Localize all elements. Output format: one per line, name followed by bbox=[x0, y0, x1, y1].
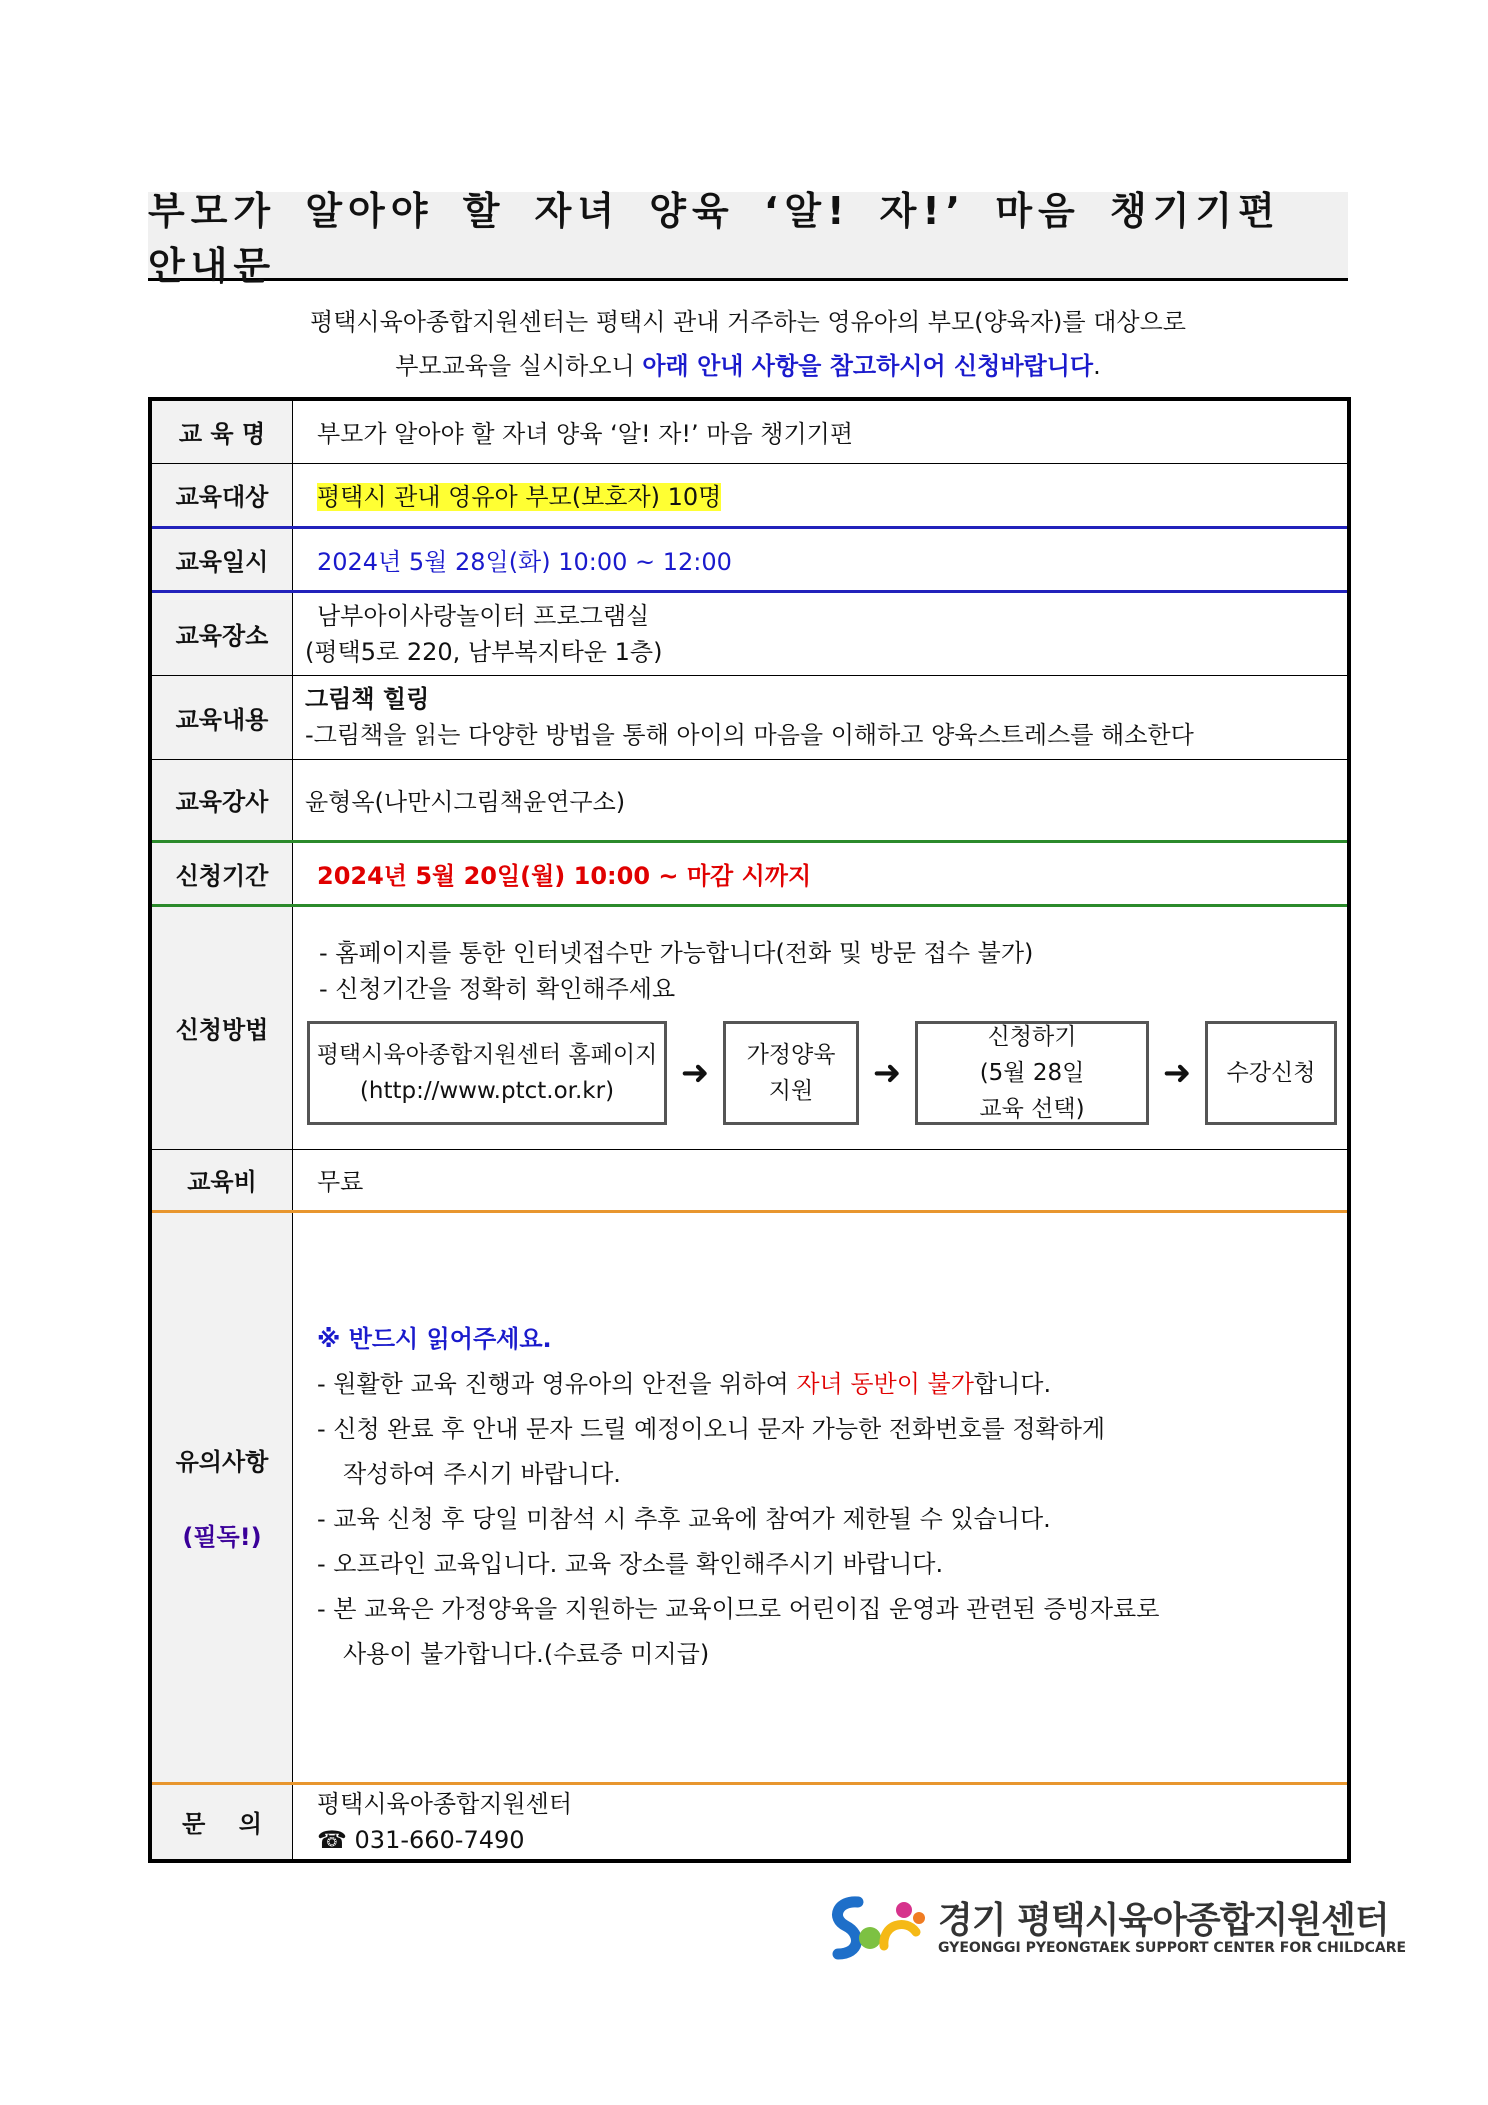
intro-line-1: 평택시육아종합지원센터는 평택시 관내 거주하는 영유아의 부모(양육자)를 대상으로 bbox=[310, 308, 1186, 336]
value-fee: 무료 bbox=[293, 1149, 1350, 1211]
intro-emphasis: 아래 안내 사항을 참고하시어 신청바랍니다 bbox=[642, 352, 1094, 380]
center-logo bbox=[820, 1888, 1407, 1968]
row-period bbox=[150, 841, 1349, 905]
value-content-desc: -그림책을 읽는 다양한 방법을 통해 아이의 마음을 이해하고 양육스트레스를 해소한다 bbox=[305, 721, 1194, 749]
value-name: 부모가 알아야 할 자녀 양육 ‘알! 자!’ 마음 챙기기편 bbox=[293, 399, 1350, 463]
value-instructor: 윤형옥(나만시그림책윤연구소) bbox=[293, 759, 1350, 841]
arrow-right-icon: ➜ bbox=[872, 1052, 902, 1093]
row-notes bbox=[150, 1211, 1349, 1783]
note-2-cont: 작성하여 주시기 바랍니다. bbox=[343, 1460, 621, 1488]
arrow-right-icon: ➜ bbox=[680, 1052, 710, 1093]
row-name bbox=[150, 399, 1349, 463]
contact-org: 평택시육아종합지원센터 bbox=[317, 1789, 573, 1818]
label-notes bbox=[150, 1211, 293, 1783]
row-fee bbox=[150, 1149, 1349, 1211]
method-line-1: - 홈페이지를 통한 인터넷접수만 가능합니다(전화 및 방문 접수 불가) bbox=[319, 938, 1034, 967]
label-method: 신청방법 bbox=[150, 905, 293, 1149]
step-apply-l3: 교육 선택) bbox=[979, 1095, 1085, 1122]
logo-title: 경기 평택시육아종합지원센터 bbox=[938, 1900, 1389, 1941]
note-2: - 신청 완료 후 안내 문자 드릴 예정이오니 문자 가능한 전화번호를 정확하게 bbox=[317, 1415, 1106, 1443]
label-content: 교육내용 bbox=[150, 675, 293, 759]
step-homepage bbox=[307, 1021, 667, 1125]
label-notes-text: 유의사항 bbox=[175, 1448, 269, 1476]
row-content bbox=[150, 675, 1349, 759]
value-place-address: (평택5로 220, 남부복지타운 1층) bbox=[305, 637, 663, 666]
note-5: - 본 교육은 가정양육을 지원하는 교육이므로 어린이집 운영과 관련된 증빙자료로 bbox=[317, 1595, 1160, 1623]
step-home-care-l2: 지원 bbox=[768, 1077, 814, 1104]
note-4: - 오프라인 교육입니다. 교육 장소를 확인해주시기 바랍니다. bbox=[317, 1550, 944, 1578]
value-place-name: 남부아이사랑놀이터 프로그램실 bbox=[317, 601, 650, 630]
center-logo-icon bbox=[820, 1888, 932, 1968]
step-apply-l1: 신청하기 bbox=[987, 1023, 1077, 1050]
note-1 bbox=[317, 1362, 1347, 1407]
label-instructor: 교육강사 bbox=[150, 759, 293, 841]
label-place: 교육장소 bbox=[150, 591, 293, 675]
row-contact bbox=[150, 1783, 1349, 1861]
value-target: 평택시 관내 영유아 부모(보호자) 10명 bbox=[317, 483, 722, 511]
label-date: 교육일시 bbox=[150, 527, 293, 591]
notes-heading: ※ 반드시 읽어주세요. bbox=[317, 1325, 552, 1353]
value-date: 2024년 5월 28일(화) 10:00 ~ 12:00 bbox=[293, 527, 1350, 591]
label-name: 교 육 명 bbox=[150, 399, 293, 463]
step-register bbox=[1205, 1021, 1337, 1125]
step-homepage-url: (http://www.ptct.or.kr) bbox=[359, 1077, 615, 1104]
page-title: 부모가 알아야 할 자녀 양육 ‘알! 자!’ 마음 챙기기편 안내문 bbox=[148, 192, 1348, 281]
label-fee: 교육비 bbox=[150, 1149, 293, 1211]
value-content-title: 그림책 힐링 bbox=[305, 685, 430, 713]
step-apply bbox=[915, 1021, 1149, 1125]
row-place bbox=[150, 591, 1349, 675]
step-register-l1: 수강신청 bbox=[1226, 1059, 1316, 1086]
row-instructor bbox=[150, 759, 1349, 841]
logo-subtitle: GYEONGGI PYEONGTAEK SUPPORT CENTER FOR CHILDCARE bbox=[938, 1940, 1407, 1956]
intro-line-2-text: 부모교육을 실시하오니 bbox=[395, 352, 643, 380]
note-1-text: - 원활한 교육 진행과 영유아의 안전을 위하여 bbox=[317, 1370, 797, 1398]
value-period: 2024년 5월 20일(월) 10:00 ~ 마감 시까지 bbox=[293, 841, 1350, 905]
note-5-cont: 사용이 불가합니다.(수료증 미지급) bbox=[343, 1640, 710, 1668]
row-method bbox=[150, 905, 1349, 1149]
note-1-end: 합니다. bbox=[973, 1370, 1052, 1398]
label-target: 교육대상 bbox=[150, 463, 293, 527]
row-target bbox=[150, 463, 1349, 527]
label-period: 신청기간 bbox=[150, 841, 293, 905]
intro-line-2 bbox=[148, 346, 1348, 381]
contact-phone: ☎ 031-660-7490 bbox=[317, 1825, 525, 1854]
step-home-care bbox=[723, 1021, 859, 1125]
step-home-care-l1: 가정양육 bbox=[746, 1041, 836, 1068]
step-homepage-name: 평택시육아종합지원센터 홈페이지 bbox=[316, 1041, 658, 1068]
label-notes-required: (필독!) bbox=[182, 1523, 262, 1551]
intro-period: . bbox=[1093, 352, 1101, 380]
row-date bbox=[150, 527, 1349, 591]
arrow-right-icon: ➜ bbox=[1162, 1052, 1192, 1093]
note-3: - 교육 신청 후 당일 미참석 시 추후 교육에 참여가 제한될 수 있습니다. bbox=[317, 1505, 1051, 1533]
note-1-emphasis: 자녀 동반이 불가 bbox=[796, 1370, 974, 1398]
info-table bbox=[148, 397, 1351, 1863]
step-apply-l2: (5월 28일 bbox=[979, 1059, 1085, 1086]
method-flow bbox=[307, 1021, 1347, 1125]
label-contact: 문 의 bbox=[150, 1783, 293, 1861]
method-line-2: - 신청기간을 정확히 확인해주세요 bbox=[319, 974, 676, 1003]
